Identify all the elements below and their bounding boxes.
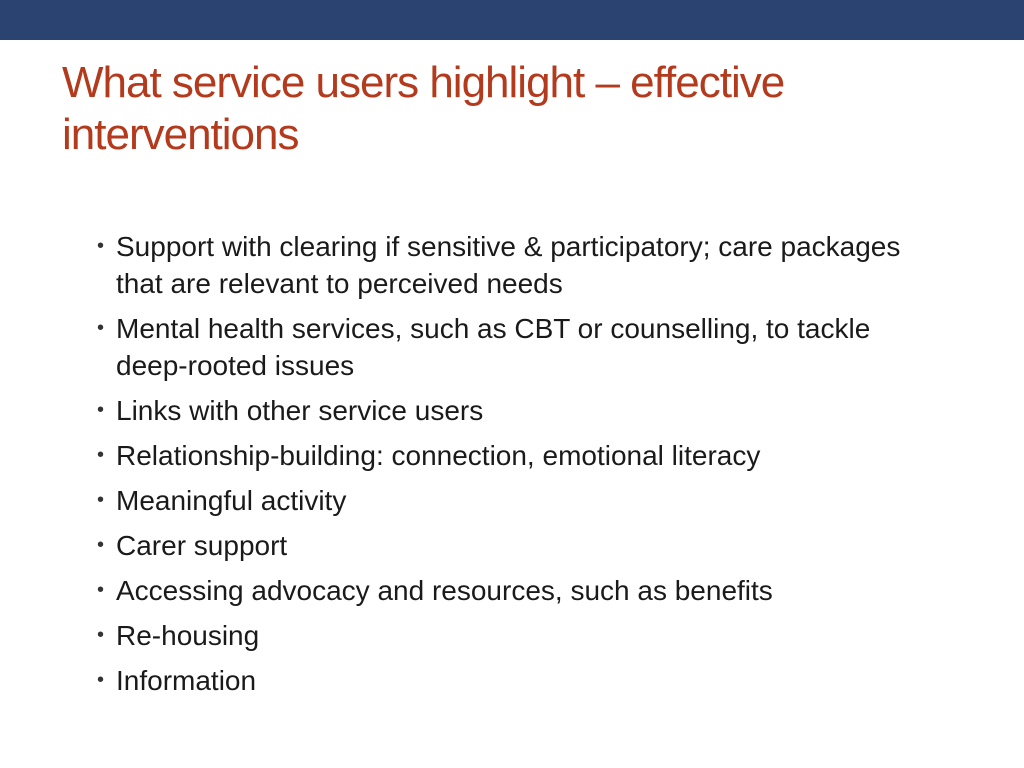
bullet-text: Re-housing (116, 620, 260, 651)
bullet-text: Accessing advocacy and resources, such as benefits (116, 575, 773, 606)
bullet-list (96, 228, 926, 707)
bullet-icon: • (97, 534, 105, 556)
bullet-icon: • (97, 489, 105, 511)
bullet-icon: • (97, 399, 105, 421)
header-bar (0, 0, 1024, 40)
bullet-text: Meaningful activity (116, 485, 347, 516)
bullet-item-relationship-building (96, 437, 926, 474)
bullet-icon: • (97, 444, 105, 466)
bullet-icon: • (97, 317, 105, 339)
slide-title: What service users highlight – effective interventions (62, 58, 785, 159)
bullet-text: Links with other service users (116, 395, 484, 426)
bullet-text: Relationship-building: connection, emotional literacy (116, 440, 761, 471)
bullet-text: Mental health services, such as CBT or counselling, to tackle deep-rooted issues (116, 313, 871, 381)
bullet-icon: • (97, 235, 105, 257)
bullet-item-advocacy-resources (96, 572, 926, 609)
bullet-item-carer-support (96, 527, 926, 564)
bullet-text: Support with clearing if sensitive & participatory; care packages that are relevant to perceived needs (116, 231, 901, 299)
bullet-item-support-clearing (96, 228, 926, 302)
bullet-item-mental-health (96, 310, 926, 384)
bullet-icon: • (97, 669, 105, 691)
bullet-item-re-housing (96, 617, 926, 654)
bullet-item-meaningful-activity (96, 482, 926, 519)
bullet-item-links-service-users (96, 392, 926, 429)
bullet-text: Carer support (116, 530, 288, 561)
bullet-icon: • (97, 579, 105, 601)
bullet-item-information (96, 662, 926, 699)
bullet-text: Information (116, 665, 257, 696)
bullet-icon: • (97, 624, 105, 646)
